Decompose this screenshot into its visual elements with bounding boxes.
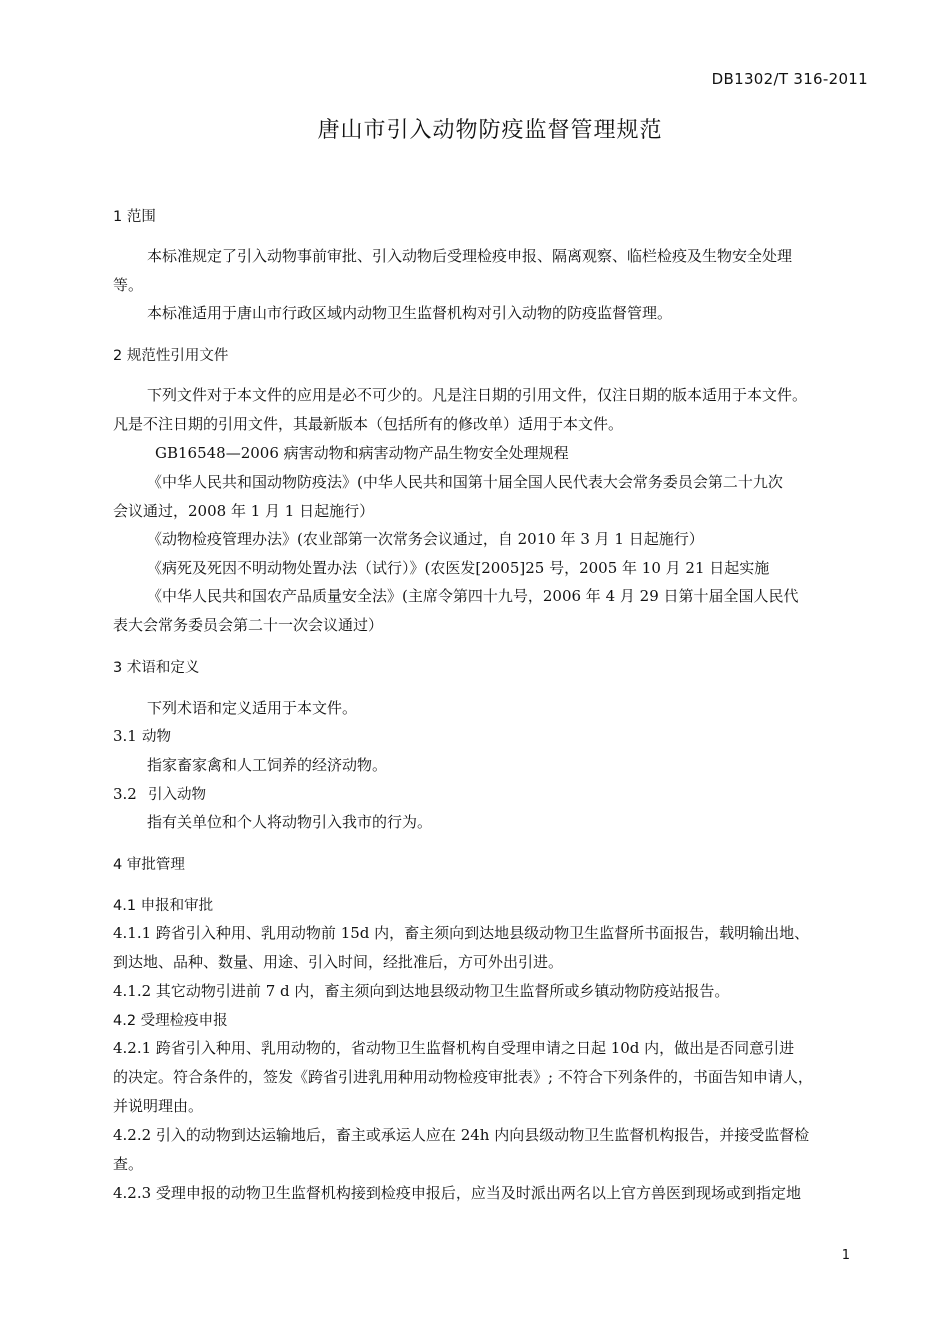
term-3-1 [113, 725, 171, 746]
clause-line: 4.2.3 受理申报的动物卫生监督机构接到检疫申报后，应当及时派出两名以上官方兽医到现场或到指定地 [113, 1184, 801, 1202]
section-heading-references: 2 规范性引用文件 [113, 348, 229, 364]
reference-item: 《病死及死因不明动物处置办法（试行）》(农医发[2005]25 号，2005 年 10 月 21 日起实施 [147, 559, 770, 577]
paragraph-line: 下列术语和定义适用于本文件。 [147, 699, 358, 717]
term-definition: 指有关单位和个人将动物引入我市的行为。 [147, 813, 433, 831]
reference-item-continued: 表大会常务委员会第二十一次会议通过） [113, 616, 384, 634]
clause-line: 4.2.1 跨省引入种用、乳用动物的，省动物卫生监督机构自受理申请之日起 10d 内，做出是否同意引进 [113, 1039, 795, 1057]
term-number: 3.1 [113, 727, 137, 745]
page-title: 唐山市引入动物防疫监督管理规范 [317, 118, 663, 143]
clause-line: 并说明理由。 [113, 1097, 204, 1115]
clause-line: 4.2.2 引入的动物到达运输地后，畜主或承运人应在 24h 内向县级动物卫生监督机构报告，并接受监督检 [113, 1126, 810, 1144]
clause-line: 查。 [113, 1155, 144, 1173]
reference-item-continued: 会议通过，2008 年 1 月 1 日起施行） [113, 502, 375, 520]
subsection-heading-4-1: 4.1 申报和审批 [113, 898, 214, 914]
term-name: 动物 [141, 729, 171, 745]
section-heading-scope: 1 范围 [113, 209, 156, 225]
reference-item: GB16548—2006 病害动物和病害动物产品生物安全处理规程 [155, 444, 569, 462]
paragraph-line: 本标准规定了引入动物事前审批、引入动物后受理检疫申报、隔离观察、临栏检疫及生物安全处理 [147, 247, 793, 265]
clause-line: 4.1.2 其它动物引进前 7 d 内，畜主须向到达地县级动物卫生监督所或乡镇动物防疫站报告。 [113, 982, 730, 1000]
paragraph-line: 凡是不注日期的引用文件，其最新版本（包括所有的修改单）适用于本文件。 [113, 415, 624, 433]
clause-line: 到达地、品种、数量、用途、引入时间，经批准后，方可外出引进。 [113, 953, 564, 971]
section-heading-approval: 4 审批管理 [113, 857, 185, 873]
paragraph-line: 本标准适用于唐山市行政区域内动物卫生监督机构对引入动物的防疫监督管理。 [147, 304, 673, 322]
term-number: 3.2 [113, 785, 137, 803]
paragraph-line: 等。 [113, 276, 144, 294]
subsection-heading-4-2: 4.2 受理检疫申报 [113, 1013, 228, 1029]
reference-item: 《动物检疫管理办法》(农业部第一次常务会议通过，自 2010 年 3 月 1 日起施行） [147, 530, 704, 548]
clause-line: 的决定。符合条件的，签发《跨省引进乳用种用动物检疫审批表》; 不符合下列条件的，书面告知申请人， [113, 1068, 813, 1086]
section-heading-terms: 3 术语和定义 [113, 660, 200, 676]
document-code: DB1302/T 316-2011 [711, 70, 868, 88]
reference-item: 《中华人民共和国动物防疫法》(中华人民共和国第十届全国人民代表大会常务委员会第二十九次 [147, 473, 783, 491]
paragraph-line: 下列文件对于本文件的应用是必不可少的。凡是注日期的引用文件，仅注日期的版本适用于本文件。 [147, 386, 808, 404]
clause-line: 4.1.1 跨省引入种用、乳用动物前 15d 内，畜主须向到达地县级动物卫生监督所书面报告，载明输出地、 [113, 924, 810, 942]
term-definition: 指家畜家禽和人工饲养的经济动物。 [147, 756, 388, 774]
term-name: 引入动物 [147, 787, 206, 803]
reference-item: 《中华人民共和国农产品质量安全法》(主席令第四十九号，2006 年 4 月 29 日第十届全国人民代 [147, 587, 799, 605]
term-3-2 [113, 783, 206, 804]
page-number: 1 [841, 1248, 850, 1263]
